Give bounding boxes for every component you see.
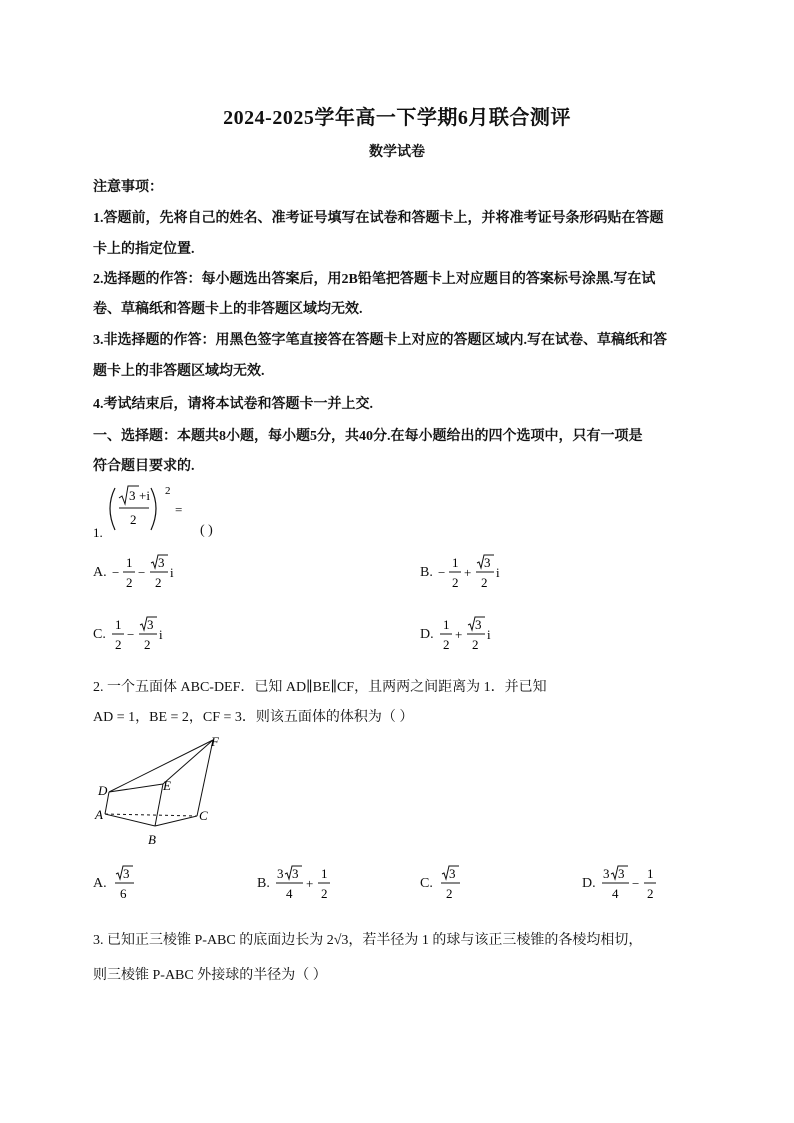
svg-text:−: − [112, 565, 120, 580]
page-title: 2024-2025学年高一下学期6月联合测评 [223, 107, 571, 129]
svg-text:+: + [464, 565, 472, 580]
q2-option-b-formula [273, 864, 353, 904]
label-e: E [163, 778, 171, 793]
svg-text:2: 2 [130, 512, 137, 527]
q2-option-d[interactable] [582, 864, 679, 904]
q2-option-c-formula [436, 864, 476, 904]
q2-option-a[interactable] [93, 864, 150, 904]
svg-text:i: i [159, 627, 163, 642]
label-a: A [95, 807, 103, 822]
svg-text:i: i [170, 565, 174, 580]
svg-text:=: = [175, 502, 183, 517]
svg-text:2: 2 [647, 886, 654, 901]
q1-option-d-formula [437, 615, 527, 655]
q2-option-a-label: A. [93, 876, 107, 892]
svg-text:3: 3 [484, 555, 491, 570]
svg-text:2: 2 [321, 886, 328, 901]
svg-text:3: 3 [292, 866, 299, 881]
svg-text:−: − [438, 565, 446, 580]
svg-text:2: 2 [472, 637, 479, 652]
svg-text:3: 3 [475, 617, 482, 632]
svg-text:2: 2 [452, 575, 459, 590]
label-b: B [148, 832, 156, 847]
svg-text:i: i [487, 627, 491, 642]
svg-text:i: i [496, 565, 500, 580]
svg-text:2: 2 [443, 637, 450, 652]
note-3-line-2: 题卡上的非答题区域均无效. [93, 364, 265, 379]
svg-text:1: 1 [126, 555, 133, 570]
svg-text:3: 3 [277, 866, 284, 881]
q2-option-c-label: C. [420, 876, 433, 892]
svg-text:−: − [632, 876, 640, 891]
svg-text:+i: +i [139, 488, 150, 503]
q1-option-c[interactable] [93, 615, 199, 655]
label-f: F [211, 734, 219, 749]
svg-text:2: 2 [446, 886, 453, 901]
svg-text:3: 3 [158, 555, 165, 570]
note-3-line-1: 3.非选择题的作答：用黑色签字笔直接答在答题卡上对应的答题区域内.写在试卷、草稿纸和答 [93, 333, 667, 348]
label-d: D [98, 783, 108, 798]
note-4: 4.考试结束后，请将本试卷和答题卡一并上交. [93, 397, 373, 412]
q1-option-a-label: A. [93, 565, 107, 581]
svg-text:3: 3 [129, 488, 136, 503]
svg-text:1: 1 [115, 617, 122, 632]
section-1-line-1: 一、选择题：本题共8小题，每小题5分，共40分.在每小题给出的四个选项中，只有一项是 [93, 429, 643, 444]
svg-text:+: + [455, 627, 463, 642]
q1-blank: ( ) [200, 523, 213, 538]
question-2-line-1: 2. 一个五面体 ABC-DEF．已知 AD∥BE∥CF，且两两之间距离为 1．并已知 [93, 680, 547, 695]
q2-figure [93, 732, 243, 852]
question-3-line-1: 3. 已知正三棱锥 P-ABC 的底面边长为 2√3，若半径为 1 的球与该正三棱锥的各棱均相切， [93, 933, 643, 948]
svg-text:2: 2 [155, 575, 162, 590]
question-2-line-2: AD = 1，BE = 2，CF = 3．则该五面体的体积为（ ） [93, 710, 414, 725]
page-subtitle: 数学试卷 [369, 145, 425, 160]
svg-text:3: 3 [147, 617, 154, 632]
svg-text:2: 2 [126, 575, 133, 590]
svg-text:2: 2 [115, 637, 122, 652]
q1-option-b-label: B. [420, 565, 433, 581]
svg-text:3: 3 [449, 866, 456, 881]
q1-option-b[interactable] [420, 553, 526, 593]
svg-text:4: 4 [612, 886, 619, 901]
note-2-line-1: 2.选择题的作答：每小题选出答案后，用2B铅笔把答题卡上对应题目的答案标号涂黑.写在试 [93, 272, 656, 287]
svg-text:3: 3 [123, 866, 130, 881]
svg-text:−: − [138, 565, 146, 580]
note-1-line-1: 1.答题前，先将自己的姓名、准考证号填写在试卷和答题卡上，并将准考证号条形码贴在答题 [93, 211, 664, 226]
notes-heading: 注意事项： [93, 180, 163, 195]
svg-text:1: 1 [443, 617, 450, 632]
svg-text:1: 1 [452, 555, 459, 570]
svg-text:6: 6 [120, 886, 127, 901]
question-1 [93, 480, 253, 555]
svg-text:2: 2 [165, 485, 171, 497]
q2-option-c[interactable] [420, 864, 476, 904]
q1-option-d[interactable] [420, 615, 527, 655]
note-2-line-2: 卷、草稿纸和答题卡上的非答题区域均无效. [93, 302, 363, 317]
note-1-line-2: 卡上的指定位置. [93, 242, 195, 257]
q1-option-c-label: C. [93, 627, 106, 643]
svg-text:−: − [127, 627, 135, 642]
question-3-line-2: 则三棱锥 P-ABC 外接球的半径为（ ） [93, 968, 327, 983]
svg-text:2: 2 [481, 575, 488, 590]
q1-option-c-formula [109, 615, 199, 655]
svg-text:2: 2 [144, 637, 151, 652]
section-1-line-2: 符合题目要求的. [93, 459, 195, 474]
q2-option-d-label: D. [582, 876, 596, 892]
q1-option-b-formula [436, 553, 526, 593]
svg-text:3: 3 [618, 866, 625, 881]
svg-text:1: 1 [647, 866, 654, 881]
q1-option-a-formula [110, 553, 200, 593]
label-c: C [199, 808, 208, 823]
svg-text:+: + [306, 876, 314, 891]
q1-number: 1. [93, 525, 103, 540]
q2-option-b-label: B. [257, 876, 270, 892]
q1-option-a[interactable] [93, 553, 200, 593]
q2-option-b[interactable] [257, 864, 353, 904]
svg-text:1: 1 [321, 866, 328, 881]
svg-text:4: 4 [286, 886, 293, 901]
q1-option-d-label: D. [420, 627, 434, 643]
svg-text:3: 3 [603, 866, 610, 881]
q1-expression [93, 480, 253, 550]
q2-option-d-formula [599, 864, 679, 904]
q2-option-a-formula [110, 864, 150, 904]
